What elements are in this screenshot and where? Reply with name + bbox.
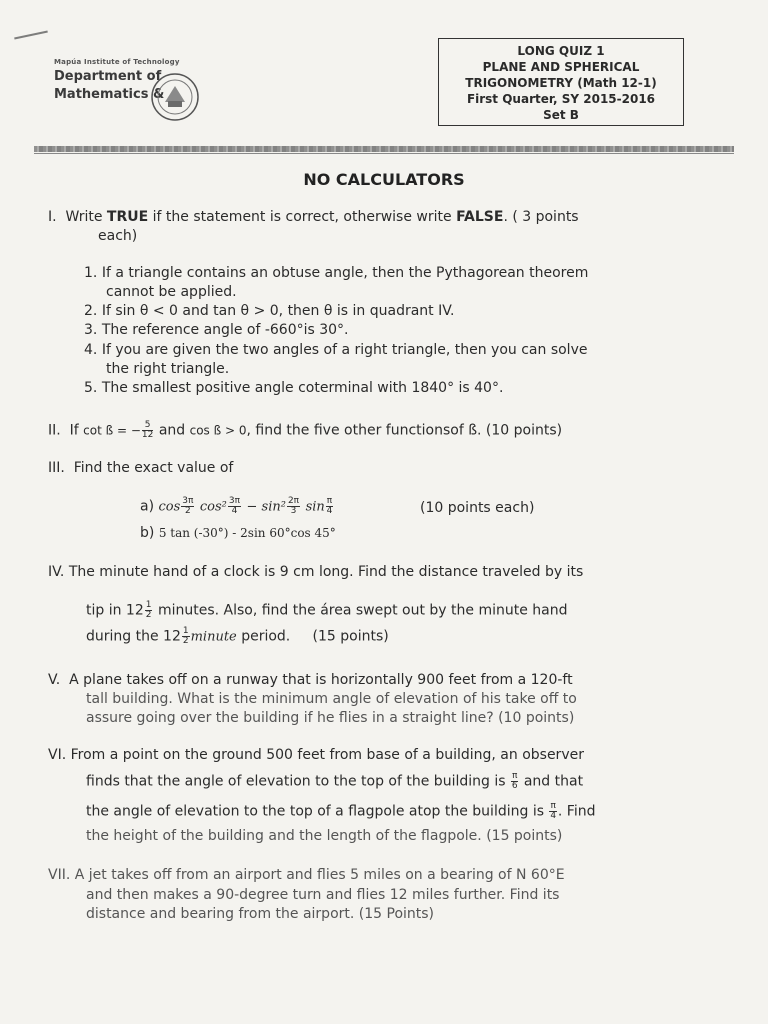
- item-1-cont: cannot be applied.: [106, 284, 237, 300]
- part-4-number: IV.: [48, 564, 65, 580]
- part-7-line-1: [48, 866, 565, 885]
- part-3-b: [140, 524, 336, 543]
- part-4-line-2: [86, 601, 568, 621]
- part-2-if: If: [69, 422, 79, 439]
- cot-fraction: [142, 421, 153, 440]
- part-5-line-1: [48, 671, 573, 690]
- part-7-text: A jet takes off from an airport and flies 5 miles on a bearing of N 60°E: [74, 867, 565, 883]
- fraction: [326, 497, 333, 516]
- part-6-text-2: finds that the angle of elevation to the top of the building is: [86, 773, 506, 790]
- part-1-post: . ( 3 points: [503, 209, 579, 225]
- quiz-term: First Quarter, SY 2015-2016: [466, 92, 656, 106]
- part-3-a: [140, 497, 334, 517]
- no-calculators-notice: NO CALCULATORS: [303, 170, 465, 189]
- cos-condition: cos ß > 0: [189, 423, 247, 438]
- fraction-denominator: 4: [550, 811, 557, 821]
- math-sin-squared: − sin²: [246, 499, 286, 515]
- cot-expression: cot ß = −: [83, 423, 141, 438]
- part-3-b-label: b): [140, 525, 155, 541]
- part-4-period: period.: [241, 628, 291, 645]
- part-5-line-2: tall building. What is the minimum angle of elevation of his take off to: [86, 691, 577, 707]
- part-1-mid: if the statement is correct, otherwise write: [152, 209, 452, 225]
- math-cos-squared: cos²: [199, 499, 227, 515]
- fraction: [549, 802, 556, 821]
- part-4-text-2: minutes. Also, find the área swept out by the minute hand: [157, 602, 568, 619]
- fraction-denominator: 2: [145, 610, 152, 620]
- part-1-points: each): [98, 228, 138, 244]
- part-4-during: during the 12: [86, 628, 181, 645]
- part-4-text: The minute hand of a clock is 9 cm long. Find the distance traveled by its: [68, 564, 584, 580]
- item-4: [84, 341, 587, 360]
- department-line-2: Mathematics &: [54, 87, 165, 102]
- part-6-line-4: the height of the building and the length of the flagpole. (15 points): [86, 828, 563, 844]
- header-divider-thin: [34, 153, 734, 154]
- item-text: If sin θ < 0 and tan θ > 0, then θ is in quadrant IV.: [101, 303, 455, 319]
- fraction-denominator: 2: [182, 636, 189, 646]
- pen-mark: [14, 30, 48, 39]
- institution-name: Mapúa Institute of Technology: [54, 58, 180, 66]
- math-cos: cos: [158, 499, 181, 515]
- part-3-number: III.: [48, 460, 65, 476]
- fraction-denominator: 4: [326, 506, 333, 516]
- quiz-set: Set B: [543, 108, 579, 122]
- item-1: [84, 264, 588, 283]
- fraction-denominator: 12: [141, 430, 154, 440]
- part-2-and: and: [158, 422, 186, 439]
- fraction-denominator: 2: [184, 506, 191, 516]
- part-6-text-3: the angle of elevation to the top of a flagpole atop the building is: [86, 803, 545, 820]
- fraction-numerator: 5: [142, 421, 153, 431]
- institution-header: [54, 58, 234, 102]
- part-6-line-1: [48, 746, 584, 765]
- part-6-line-3: [86, 802, 595, 822]
- item-text: If a triangle contains an obtuse angle, then the Pythagorean theorem: [101, 265, 589, 281]
- quiz-title: LONG QUIZ 1: [517, 44, 605, 58]
- fraction: [228, 497, 241, 516]
- part-6-text: From a point on the ground 500 feet from base of a building, an observer: [70, 747, 584, 763]
- item-text: The smallest positive angle coterminal with 1840° is 40°.: [101, 380, 504, 396]
- fraction: [511, 772, 518, 791]
- part-5-line-3: assure going over the building if he flies in a straight line? (10 points): [86, 710, 575, 726]
- item-text: If you are given the two angles of a right triangle, then you can solve: [101, 342, 588, 358]
- part-5-text: A plane takes off on a runway that is horizontally 900 feet from a 120-ft: [69, 672, 573, 688]
- item-number: 4.: [84, 342, 98, 358]
- item-number: 3.: [84, 322, 98, 338]
- fraction-numerator: π: [511, 771, 518, 781]
- part-4-line-1: [48, 563, 583, 582]
- quiz-info-box: [438, 38, 684, 126]
- department-line-1: Department of: [54, 69, 162, 84]
- fraction-numerator: 3π: [228, 496, 241, 506]
- part-3-b-expr: 5 tan (-30°) - 2sin 60°cos 45°: [158, 526, 336, 540]
- item-3: [84, 321, 349, 340]
- part-6-and-that: and that: [523, 773, 584, 790]
- part-4-tip: tip in 12: [86, 602, 144, 619]
- part-6-find: . Find: [557, 803, 596, 820]
- part-2-rest: , find the five other functionsof ß. (10 points): [246, 422, 563, 439]
- part-4-line-3: [86, 627, 389, 647]
- fraction: [181, 497, 194, 516]
- part-3-a-label: a): [140, 498, 155, 515]
- part-2-number: II.: [48, 422, 61, 439]
- part-7-number: VII.: [48, 867, 71, 883]
- part-4-minute: minute: [190, 629, 237, 645]
- part-4-points: (15 points): [312, 628, 389, 645]
- part-1-instruction: [48, 208, 579, 227]
- item-5: [84, 379, 503, 398]
- fraction-numerator: 1: [182, 626, 189, 636]
- fraction-numerator: 2π: [287, 496, 300, 506]
- fraction: [182, 627, 190, 646]
- part-7-line-3: distance and bearing from the airport. (15 Points): [86, 906, 435, 922]
- quiz-subject-2: TRIGONOMETRY (Math 12-1): [465, 76, 657, 90]
- part-3-points: (10 points each): [420, 500, 535, 516]
- item-text: The reference angle of -660°is 30°.: [101, 322, 349, 338]
- part-7-line-2: and then makes a 90-degree turn and flies 12 miles further. Find its: [86, 887, 560, 903]
- fraction-denominator: 4: [231, 506, 238, 516]
- fraction-numerator: 1: [145, 600, 152, 610]
- item-number: 1.: [84, 265, 98, 281]
- part-5-number: V.: [48, 672, 61, 688]
- item-2: [84, 302, 454, 321]
- part-6-line-2: [86, 772, 583, 792]
- fraction-denominator: 3: [290, 506, 297, 516]
- math-sin: sin: [305, 499, 325, 515]
- fraction: [287, 497, 300, 516]
- header-divider: [34, 146, 734, 152]
- part-6-number: VI.: [48, 747, 67, 763]
- fraction-numerator: π: [326, 496, 333, 506]
- fraction: [145, 601, 153, 620]
- true-word: TRUE: [106, 209, 149, 225]
- part-2: [48, 421, 562, 441]
- part-1-pre: Write: [65, 209, 103, 225]
- fraction-numerator: π: [550, 801, 556, 811]
- item-4-cont: the right triangle.: [106, 361, 230, 377]
- item-number: 5.: [84, 380, 98, 396]
- quiz-subject-1: PLANE AND SPHERICAL: [482, 60, 640, 74]
- university-seal-icon: [150, 72, 200, 122]
- false-word: FALSE: [456, 209, 504, 225]
- part-1-number: I.: [48, 209, 57, 225]
- fraction-denominator: 6: [511, 781, 518, 791]
- part-3-text: Find the exact value of: [73, 460, 234, 476]
- item-number: 2.: [84, 303, 98, 319]
- part-3: [48, 459, 233, 478]
- fraction-numerator: 3π: [182, 496, 194, 506]
